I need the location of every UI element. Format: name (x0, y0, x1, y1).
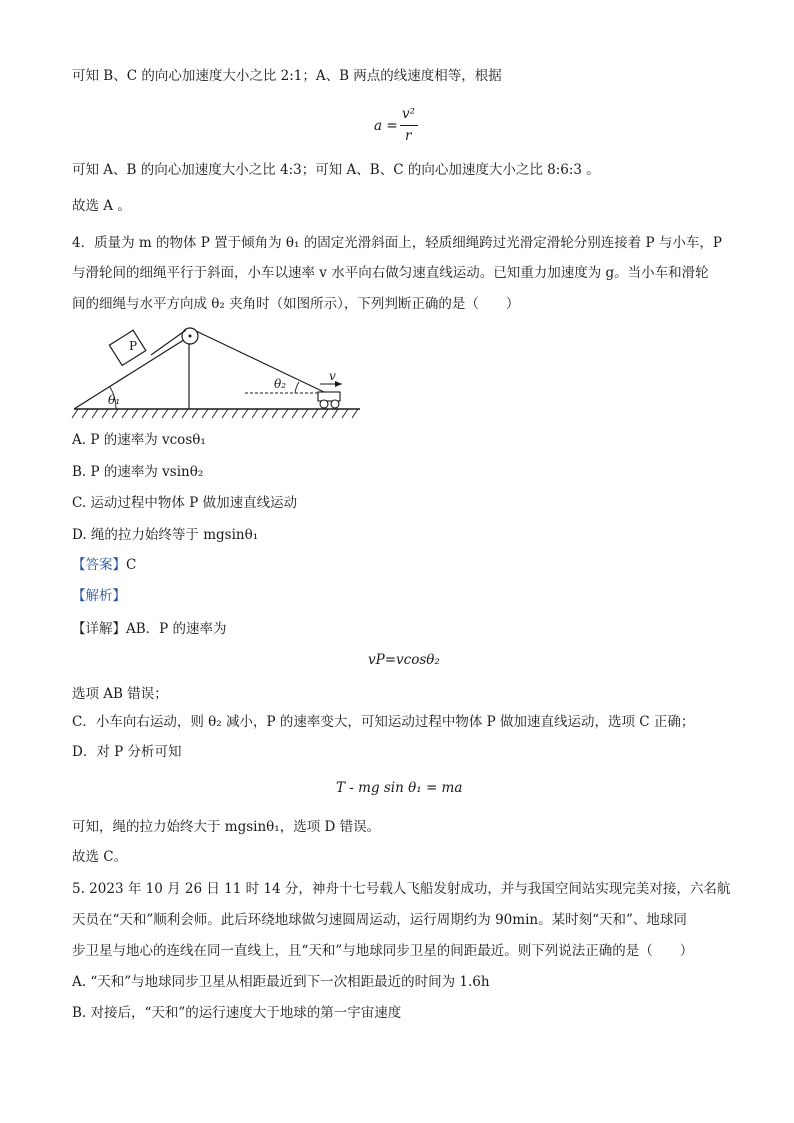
cart-wheel-left (320, 400, 328, 408)
pulley-axle (189, 335, 192, 338)
text-line: 可知 B、C 的向心加速度大小之比 2:1；A、B 两点的线速度相等，根据 (72, 68, 502, 84)
text-line: 故选 C。 (72, 849, 128, 865)
ground-hatching (72, 409, 358, 418)
answer-line (72, 555, 136, 575)
question-4-line-2: 与滑轮间的细绳平行于斜面，小车以速率 v 水平向右做匀速直线运动。已知重力加速度为 g。当小车和滑轮 (72, 265, 709, 281)
question-5-line-1: 5. 2023 年 10 月 26 日 11 时 14 分，神舟十七号载人飞船发射成功，并与我国空间站实现完美对接，六名航 (72, 881, 731, 897)
theta1-label: θ₁ (108, 393, 121, 407)
angle-arc-theta2 (295, 382, 299, 393)
block-label: P (129, 339, 138, 353)
question-4-line-3: 间的细绳与水平方向成 θ₂ 夹角时（如图所示），下列判断正确的是（ ） (72, 296, 520, 312)
answer-tag: 【答案】 (72, 557, 126, 573)
block-p (109, 330, 145, 365)
velocity-arrowhead (335, 381, 342, 387)
formula-denominator: r (405, 128, 412, 144)
question-5-option-b: B. 对接后，“天和”的运行速度大于地球的第一宇宙速度 (72, 1005, 402, 1021)
analysis-tag: 【解析】 (72, 588, 126, 604)
formula-lhs: a = (374, 118, 398, 134)
text-line: C．小车向右运动，则 θ₂ 减小，P 的速率变大，可知运动过程中物体 P 做加速直线运动，选项 C 正确； (72, 714, 695, 730)
option-d: D. 绳的拉力始终等于 mgsinθ₁ (72, 527, 259, 543)
cart-wheel-right (331, 400, 339, 408)
detail-line: 【详解】AB．P 的速率为 (72, 621, 227, 637)
text-line: 可知，绳的拉力始终大于 mgsinθ₁，选项 D 错误。 (72, 819, 381, 835)
option-a: A. P 的速率为 vcosθ₁ (72, 432, 206, 448)
formula-numerator: v² (402, 106, 416, 122)
text-line: 可知 A、B 的向心加速度大小之比 4:3；可知 A、B、C 的向心加速度大小之比 8:6:3 。 (72, 162, 600, 178)
theta2-label: θ₂ (274, 377, 287, 391)
text-line: 故选 A 。 (72, 198, 131, 214)
cart-body (318, 392, 340, 401)
velocity-label: v (329, 369, 336, 383)
question-5-line-2: 天员在“天和”顺利会师。此后环绕地球做匀速圆周运动，运行周期约为 90min。某时刻“天和”、地球同 (72, 912, 687, 928)
text-line: D．对 P 分析可知 (72, 744, 182, 760)
question-5-option-a: A. “天和”与地球同步卫星从相距最近到下一次相距最近的时间为 1.6h (72, 974, 490, 990)
question-4-line-1: 4．质量为 m 的物体 P 置于倾角为 θ₁ 的固定光滑斜面上，轻质细绳跨过光滑定滑轮分别连接着 P 与小车，P (72, 235, 723, 251)
text-line: 选项 AB 错误； (72, 686, 168, 702)
answer-value: C (126, 557, 137, 573)
rope-to-cart (196, 331, 324, 392)
option-b: B. P 的速率为 vsinθ₂ (72, 464, 204, 480)
incline-pulley-figure (70, 320, 370, 425)
option-c: C. 运动过程中物体 P 做加速直线运动 (72, 495, 298, 511)
question-5-line-3: 步卫星与地心的连线在同一直线上，且“天和”与地球同步卫星的间距最近。则下列说法正确的是（ ） (72, 943, 694, 959)
formula-tension: T - mg sin θ₁ = ma (336, 780, 463, 796)
formula-vp: vP=vcosθ₂ (368, 652, 440, 668)
